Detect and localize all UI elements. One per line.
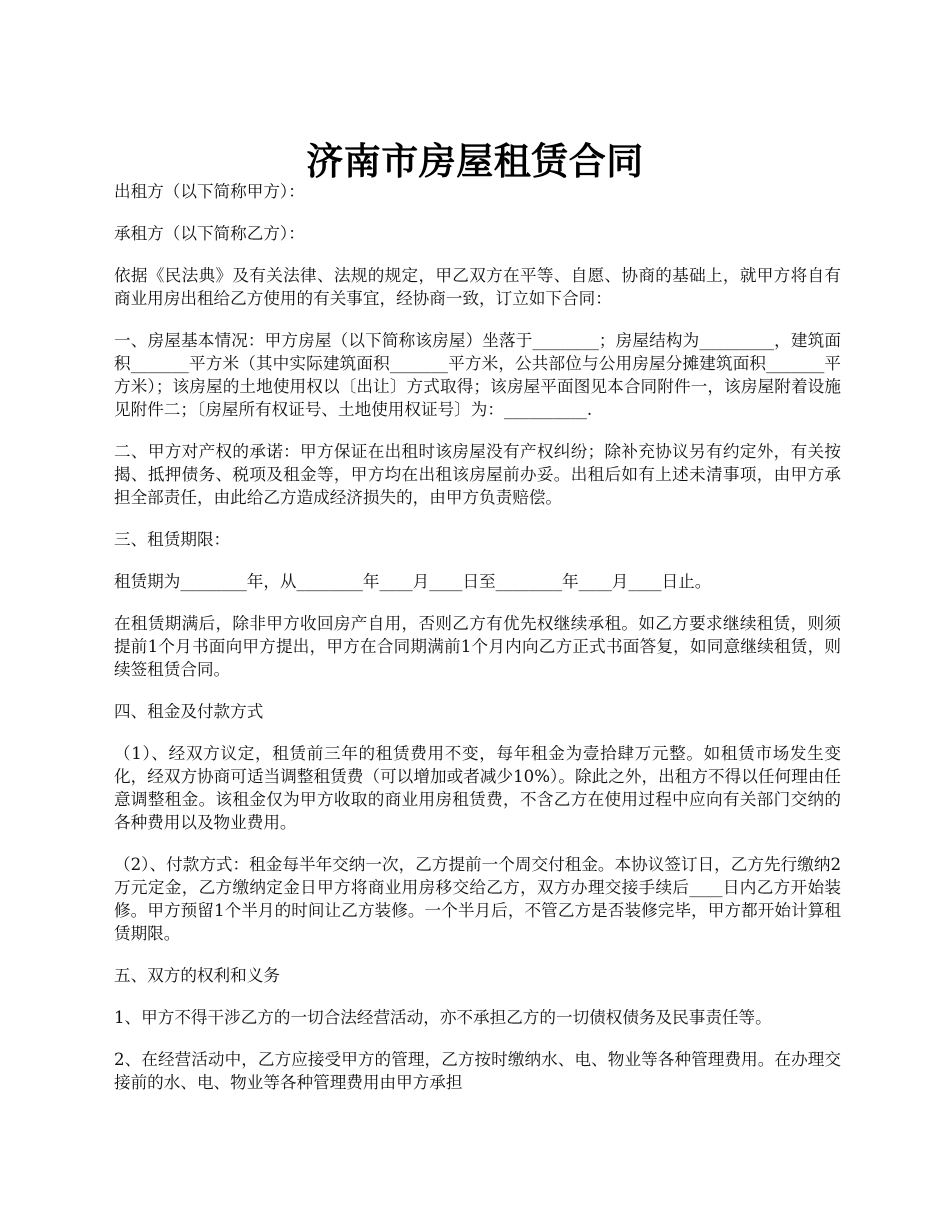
- paragraph-renewal: 在租赁期满后，除非甲方收回房产自用，否则乙方有优先权继续承租。如乙方要求继续租赁，则须提前1个月书面向甲方提出，甲方在合同期满前1个月内向乙方正式书面答复，如同意继续租赁，则续签租赁合同。: [114, 614, 841, 679]
- paragraph-section-2: 二、甲方对产权的承诺：甲方保证在出租时该房屋没有产权纠纷；除补充协议另有约定外，有关按揭、抵押债务、税项及租金等，甲方均在出租该房屋前办妥。出租后如有上述未清事项，由甲方承担全部责任，由此给乙方造成经济损失的，由甲方负责赔偿。: [114, 442, 841, 507]
- document-title: 济南市房屋租赁合同: [306, 138, 644, 183]
- paragraph-basis: 依据《民法典》及有关法律、法规的规定，甲乙双方在平等、自愿、协商的基础上，就甲方将自有商业用房出租给乙方使用的有关事宜，经协商一致，订立如下合同：: [114, 266, 841, 308]
- paragraph-section-3-heading: 三、租赁期限：: [114, 530, 231, 549]
- paragraph-obligation-2: 2、在经营活动中，乙方应接受甲方的管理，乙方按时缴纳水、电、物业等各种管理费用。在办理交接前的水、电、物业等各种管理费用由甲方承担: [114, 1050, 841, 1092]
- document-body: [114, 180, 841, 1113]
- paragraph-section-5-heading: 五、双方的权利和义务: [114, 966, 280, 985]
- paragraph-lessor: 出租方（以下简称甲方）：: [114, 182, 305, 201]
- paragraph-payment: （2）、付款方式：租金每半年交纳一次，乙方提前一个周交付租金。本协议签订日，乙方先行缴纳2万元定金，乙方缴纳定金日甲方将商业用房移交给乙方，双方办理交接手续后____日内乙方开始装修。甲方预留1个半月的时间让乙方装修。一个半月后，不管乙方是否装修完毕，甲方都开始计算租赁期限。: [114, 855, 841, 943]
- paragraph-obligation-1: 1、甲方不得干涉乙方的一切合法经营活动，亦不承担乙方的一切债权债务及民事责任等。: [114, 1008, 772, 1027]
- paragraph-section-1: 一、房屋基本情况：甲方房屋（以下简称该房屋）坐落于________；房屋结构为_________，建筑面积_______平方米（其中实际建筑面积_______平方米，公共部位与公用房屋分摊建筑面积_______平方米）；该房屋的土地使用权以〔出让〕方式取得；该房屋平面图见本合同附件一，该房屋附着设施见附件二；〔房屋所有权证号、土地使用权证号〕为：__________.: [114, 331, 841, 419]
- paragraph-section-4-heading: 四、租金及付款方式: [114, 702, 264, 721]
- paragraph-rent: （1）、经双方议定，租赁前三年的租赁费用不变，每年租金为壹拾肆万元整。如租赁市场发生变化，经双方协商可适当调整租赁费（可以增加或者减少10%）。除此之外，出租方不得以任何理由任意调整租金。该租金仅为甲方收取的商业用房租赁费，不含乙方在使用过程中应向有关部门交纳的各种费用以及物业费用。: [114, 744, 841, 832]
- paragraph-lease-term: 租赁期为________年，从________年____月____日至________年____月____日止。: [114, 572, 712, 591]
- paragraph-lessee: 承租方（以下简称乙方）：: [114, 224, 305, 243]
